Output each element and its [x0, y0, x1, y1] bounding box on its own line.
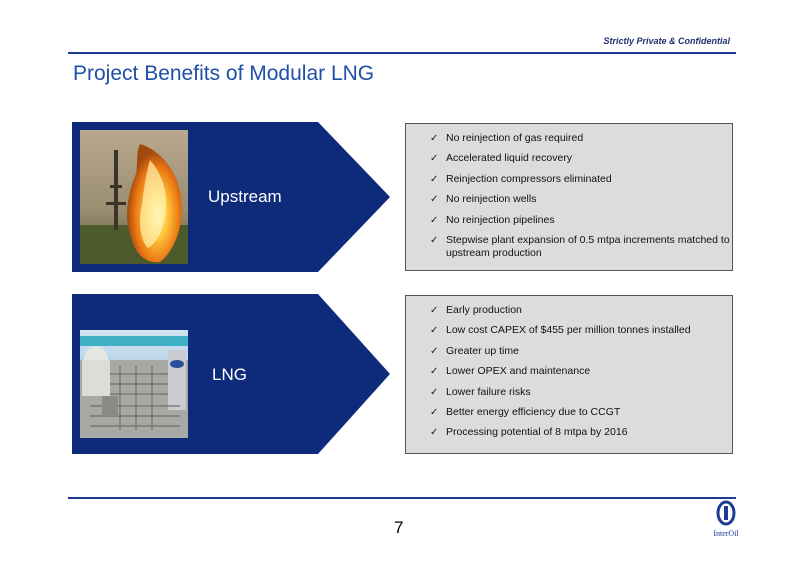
page-number: 7 — [394, 518, 404, 537]
lng-arrow — [72, 294, 390, 454]
gas-flare-photo — [80, 130, 188, 264]
list-item — [416, 234, 732, 260]
list-item — [416, 386, 732, 399]
list-item — [416, 324, 732, 337]
list-item — [416, 214, 732, 227]
list-item-text: Lower failure risks — [446, 385, 531, 398]
list-item-text: Reinjection compressors eliminated — [446, 172, 612, 185]
upstream-benefits-list — [406, 124, 732, 260]
interoil-logo — [708, 500, 744, 540]
check-icon: ✓ — [430, 153, 439, 165]
list-item-text: No reinjection of gas required — [446, 132, 584, 144]
list-item-text: Better energy efficiency due to CCGT — [446, 405, 621, 418]
list-item — [416, 345, 732, 358]
list-item-text: Lower OPEX and maintenance — [446, 365, 591, 378]
check-icon: ✓ — [430, 194, 439, 206]
lng-benefits-box — [405, 295, 733, 454]
list-item — [416, 152, 732, 165]
svg-text:InterOil: InterOil — [713, 529, 739, 538]
list-item-text: Accelerated liquid recovery — [446, 152, 573, 165]
check-icon: ✓ — [430, 406, 439, 418]
list-item-text: Stepwise plant expansion of 0.5 mtpa increments matched to upstream production — [446, 233, 730, 259]
list-item-text: Greater up time — [446, 344, 519, 357]
list-item-text: Early production — [446, 304, 522, 316]
check-icon: ✓ — [430, 133, 439, 144]
check-icon: ✓ — [430, 366, 439, 378]
check-icon: ✓ — [430, 427, 439, 439]
list-item-text: No reinjection wells — [446, 193, 537, 206]
confidentiality-notice: Strictly Private & Confidential — [603, 36, 730, 46]
page-title: Project Benefits of Modular LNG — [73, 62, 375, 85]
check-icon: ✓ — [430, 173, 439, 185]
lng-label: LNG — [212, 365, 247, 384]
list-item — [416, 406, 732, 419]
header-divider — [68, 52, 736, 54]
list-item — [416, 304, 732, 317]
list-item — [416, 132, 732, 145]
lng-plant-photo — [80, 330, 188, 438]
check-icon: ✓ — [430, 305, 439, 316]
lng-benefits-list — [406, 296, 732, 439]
check-icon: ✓ — [430, 386, 439, 398]
check-icon: ✓ — [430, 234, 439, 246]
list-item-text: Low cost CAPEX of $455 per million tonnes installed — [446, 324, 691, 337]
upstream-benefits-box — [405, 123, 733, 271]
list-item — [416, 365, 732, 378]
upstream-label: Upstream — [208, 187, 282, 206]
list-item-text: Processing potential of 8 mtpa by 2016 — [446, 426, 628, 439]
list-item — [416, 426, 732, 439]
upstream-arrow — [72, 122, 390, 272]
list-item-text: No reinjection pipelines — [446, 213, 555, 226]
list-item — [416, 173, 732, 186]
footer-divider — [68, 497, 736, 499]
list-item — [416, 193, 732, 206]
check-icon: ✓ — [430, 325, 439, 337]
check-icon: ✓ — [430, 345, 439, 357]
check-icon: ✓ — [430, 214, 439, 226]
